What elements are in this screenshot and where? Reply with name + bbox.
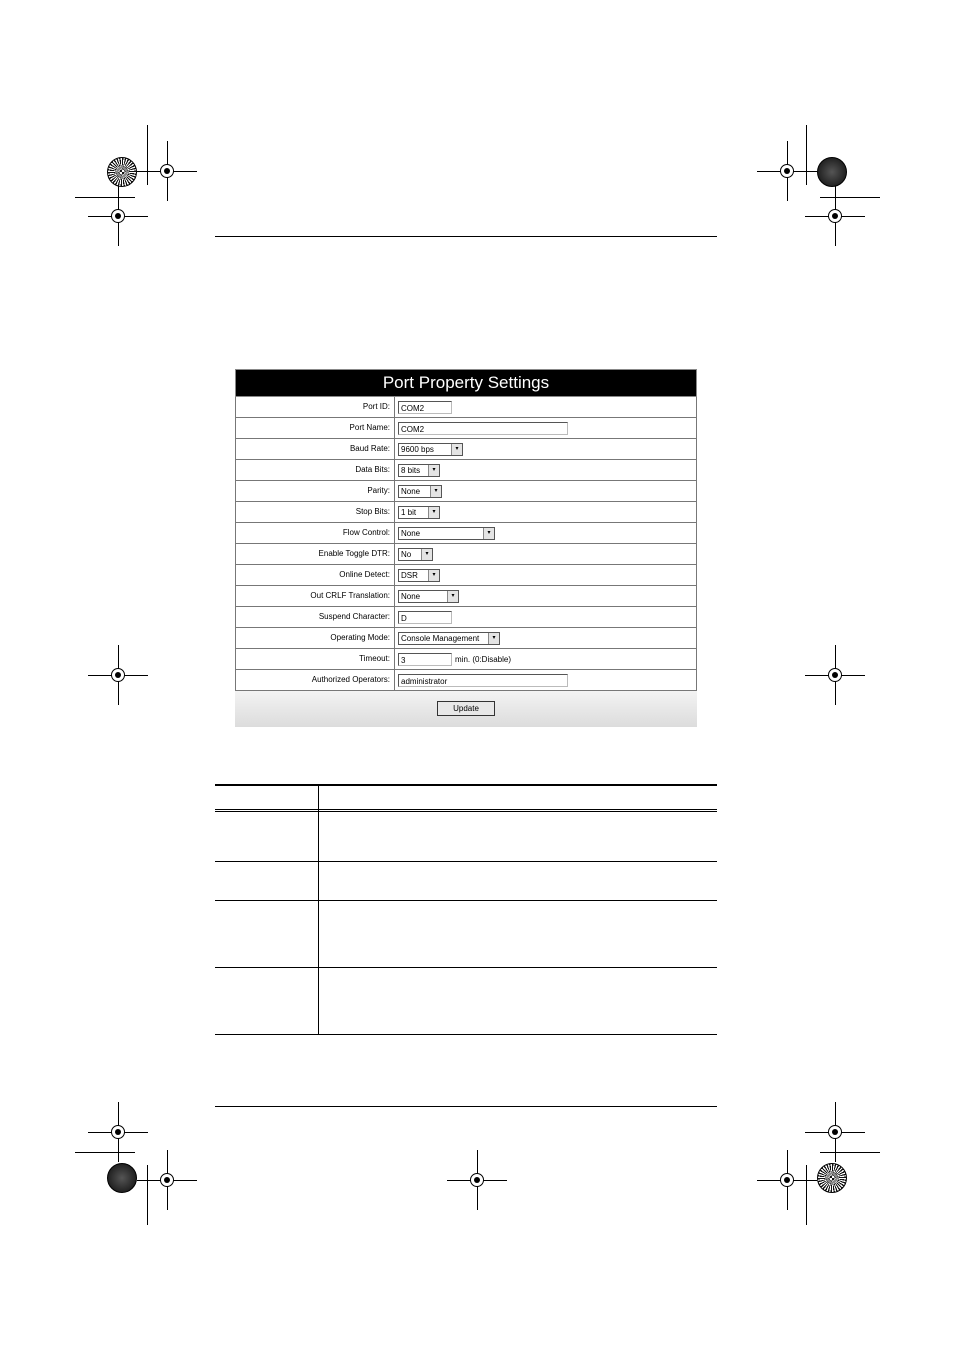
setting-row-flow-control [235,523,697,544]
timeout-input[interactable]: 3 [398,653,452,666]
setting-row-baud-rate [235,439,697,460]
flow-control-select[interactable] [398,527,495,540]
online-detect-label: Online Detect: [236,565,395,585]
online-detect-value-cell [395,565,696,585]
flow-control-value-cell [395,523,696,543]
table-top-rule [215,784,717,786]
setting-row-parity [235,481,697,502]
header-rule [215,236,717,237]
setting-row-port-id [235,397,697,418]
enable-toggle-dtr-label: Enable Toggle DTR: [236,544,395,564]
footer-rule [215,1106,717,1107]
flow-control-label: Flow Control: [236,523,395,543]
data-bits-selected-value: 8 bits [401,465,421,475]
chevron-down-icon[interactable]: ▾ [447,591,458,602]
trim-mark [820,1152,880,1153]
chevron-down-icon[interactable]: ▾ [483,528,494,539]
setting-row-port-name [235,418,697,439]
table-column-divider [318,784,319,1035]
trim-mark [75,197,135,198]
baud-rate-label: Baud Rate: [236,439,395,459]
baud-rate-select[interactable] [398,443,463,456]
update-button[interactable]: Update [437,701,495,716]
parity-label: Parity: [236,481,395,501]
registration-star-icon [107,1163,137,1193]
online-detect-select[interactable] [398,569,440,582]
suspend-character-label: Suspend Character: [236,607,395,627]
enable-toggle-dtr-select[interactable] [398,548,433,561]
timeout-value-cell [395,649,696,669]
chevron-down-icon[interactable]: ▾ [421,549,432,560]
description-table [215,784,717,1036]
operating-mode-label: Operating Mode: [236,628,395,648]
trim-mark [806,125,807,185]
online-detect-selected-value: DSR [401,570,418,580]
setting-row-timeout [235,649,697,670]
setting-row-enable-toggle-dtr [235,544,697,565]
chevron-down-icon[interactable]: ▾ [430,486,441,497]
authorized-operators-value-cell [395,670,696,690]
registration-star-icon [817,157,847,187]
port-id-input[interactable]: COM2 [398,401,452,414]
stop-bits-label: Stop Bits: [236,502,395,522]
out-crlf-translation-value-cell [395,586,696,606]
timeout-suffix: min. (0:Disable) [455,654,512,664]
data-bits-select[interactable] [398,464,440,477]
port-property-settings-panel [235,369,697,727]
setting-row-operating-mode [235,628,697,649]
port-name-value-cell [395,418,696,438]
setting-row-out-crlf-translation [235,586,697,607]
setting-row-data-bits [235,460,697,481]
operating-mode-value-cell [395,628,696,648]
chevron-down-icon[interactable]: ▾ [428,465,439,476]
registration-star-icon [817,1163,847,1193]
table-row-rule [215,861,717,862]
parity-select[interactable] [398,485,442,498]
timeout-label: Timeout: [236,649,395,669]
operating-mode-select[interactable] [398,632,500,645]
flow-control-selected-value: None [401,528,421,538]
chevron-down-icon[interactable]: ▾ [488,633,499,644]
chevron-down-icon[interactable]: ▾ [451,444,462,455]
chevron-down-icon[interactable]: ▾ [428,570,439,581]
trim-mark [147,125,148,185]
setting-row-authorized-operators [235,670,697,691]
enable-toggle-dtr-selected-value: No [401,549,412,559]
panel-title: Port Property Settings [235,369,697,397]
table-bottom-rule [215,1034,717,1035]
authorized-operators-input[interactable]: administrator [398,674,568,687]
setting-row-online-detect [235,565,697,586]
table-row-rule [215,900,717,901]
port-id-label: Port ID: [236,397,395,417]
data-bits-label: Data Bits: [236,460,395,480]
baud-rate-value-cell [395,439,696,459]
setting-row-suspend-character [235,607,697,628]
trim-mark [820,197,880,198]
authorized-operators-label: Authorized Operators: [236,670,395,690]
port-id-value-cell [395,397,696,417]
port-name-label: Port Name: [236,418,395,438]
stop-bits-selected-value: 1 bit [401,507,417,517]
baud-rate-selected-value: 9600 bps [401,444,434,454]
table-row-rule [215,967,717,968]
setting-row-stop-bits [235,502,697,523]
suspend-character-value-cell [395,607,696,627]
settings-rows [235,397,697,691]
trim-mark [75,1152,135,1153]
operating-mode-selected-value: Console Management [401,633,480,643]
chevron-down-icon[interactable]: ▾ [428,507,439,518]
trim-mark [147,1165,148,1225]
out-crlf-translation-select[interactable] [398,590,459,603]
data-bits-value-cell [395,460,696,480]
out-crlf-translation-label: Out CRLF Translation: [236,586,395,606]
parity-selected-value: None [401,486,421,496]
panel-footer [235,691,697,727]
table-header-rule [215,809,717,810]
registration-star-icon [107,157,137,187]
enable-toggle-dtr-value-cell [395,544,696,564]
stop-bits-select[interactable] [398,506,440,519]
stop-bits-value-cell [395,502,696,522]
out-crlf-translation-selected-value: None [401,591,421,601]
table-header-rule [215,811,717,812]
parity-value-cell [395,481,696,501]
trim-mark [806,1165,807,1225]
port-name-input[interactable]: COM2 [398,422,568,435]
suspend-character-input[interactable]: D [398,611,452,624]
